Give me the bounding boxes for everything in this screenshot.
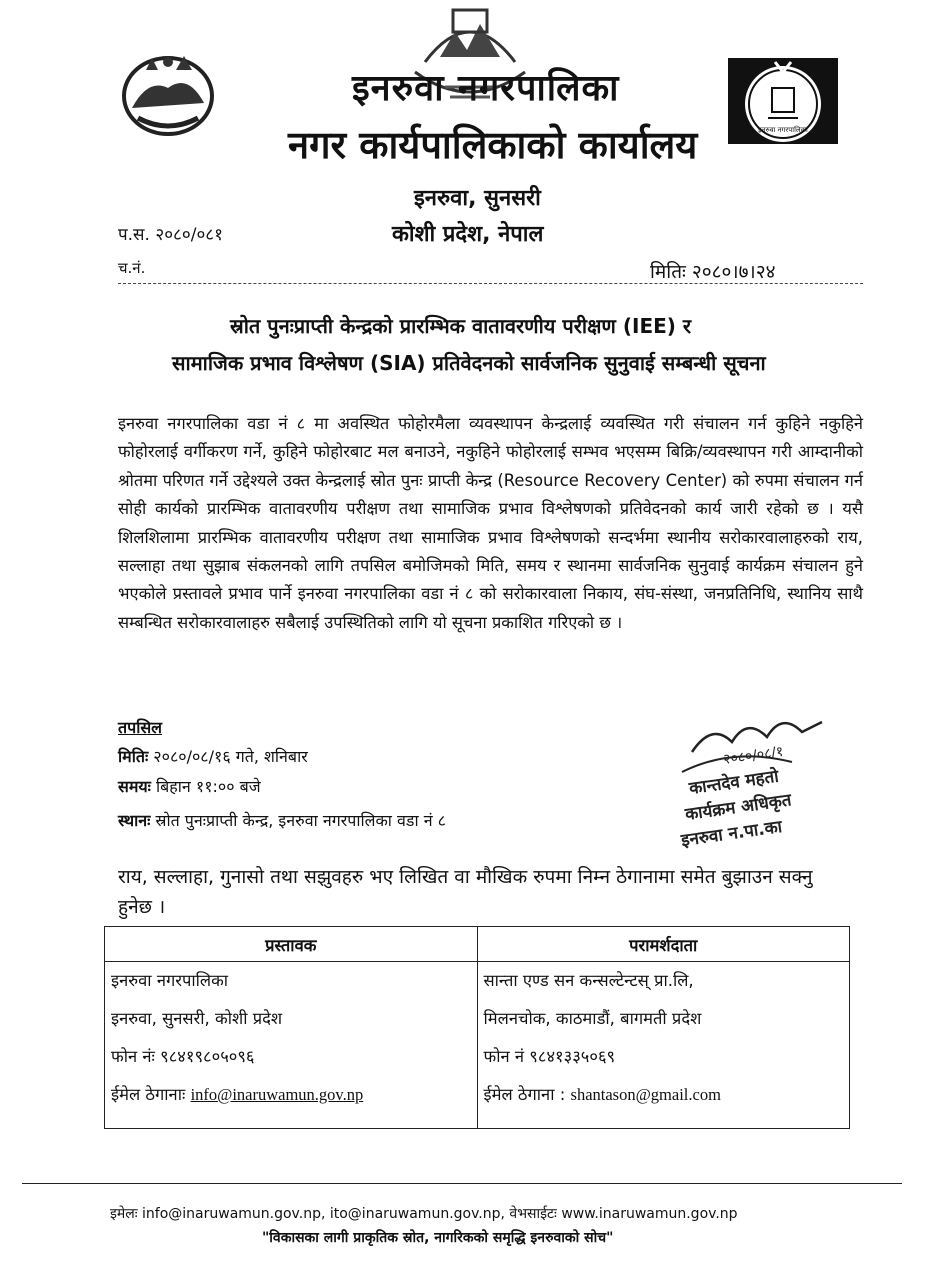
- contact-table: [104, 926, 850, 1129]
- schedule-place: [118, 809, 446, 831]
- municipality-seal-logo-icon: [728, 58, 838, 144]
- municipality-name: इनरुवा नगरपालिका: [352, 68, 620, 109]
- proposer-name: इनरुवा नगरपालिका: [111, 971, 229, 990]
- signature: [672, 712, 850, 852]
- office-location: इनरुवा, सुनसरी: [414, 186, 541, 211]
- footer-divider: [22, 1183, 902, 1184]
- consultant-phone: फोन नं ९८४१३३५०६९: [483, 1047, 616, 1066]
- consultant-email-row: [484, 1076, 844, 1114]
- consultant-cell: [477, 962, 850, 1129]
- footer-contacts: इमेलः info@inaruwamun.gov.np, ito@inaruwamun.gov.np, वेभसाईटः www.inaruwamun.gov.np: [110, 1206, 738, 1222]
- submission-note: राय, सल्लाहा, गुनासो तथा सझुवहरु भए लिखित वा मौखिक रुपमा निम्न ठेगानामा समेत बुझाउन सक्नु हुनेछ ।: [118, 866, 813, 918]
- proposer-email-row: [111, 1076, 471, 1114]
- schedule-date-label: मितिः: [118, 747, 149, 766]
- office-name: नगर कार्यपालिकाको कार्यालय: [288, 123, 698, 167]
- office-province: कोशी प्रदेश, नेपाल: [392, 222, 544, 247]
- proposer-cell: [105, 962, 478, 1129]
- schedule-time-label: समयः: [118, 777, 151, 796]
- schedule-time: [118, 775, 261, 797]
- consultant-header: परामर्शदाता: [477, 927, 850, 962]
- notice-body: इनरुवा नगरपालिका वडा नं ८ मा अवस्थित फोहोरमैला व्यवस्थापन केन्द्रलाई व्यवस्थित गरी संचालन गर्न कुहिने नकुहिने फोहोरलाई वर्गीकरण गर्ने, कुहिने फोहोरबाट मल बनाउने, नकुहिने फोहोरलाई सम्भव भएसम्म बिक्रि/व्यवस्थापन गरी आम्दानीको श्रोतमा परिणत गर्ने उद्देश्यले उक्त केन्द्रलाई स्रोत पुनः प्राप्ती केन्द्र (Resource Recovery Center) को रुपमा संचालन गर्न सोही कार्यको प्रारम्भिक वातावरणीय परीक्षण तथा सामाजिक प्रभाव विश्लेषणको प्रतिवेदनको कार्य जारी रहेको छ । यसै शिलशिलामा प्रारम्भिक वातावरणीय परीक्षण तथा सामाजिक प्रभाव विश्लेषणको सन्दर्भमा स्थानीय सरोकारवालाहरुको राय, सल्लाहा तथा सुझाब संकलनको लागि तपसिल बमोजिमको मिति, समय र स्थानमा सार्वजनिक सुनुवाई कार्यक्रम संचालन हुने भएकोले प्रस्तावले प्रभाव पार्ने इनरुवा नगरपालिका वडा नं ८ को सरोकारवाला निकाय, संघ-संस्था, जनप्रतिनिधि, स्थानिय साथै सम्बन्धित सरोकारवालाहरु सबैलाई उपस्थितिको लागि यो सूचना प्रकाशित गरिएको छ ।: [118, 414, 863, 632]
- consultant-address: मिलनचोक, काठमाडौं, बागमती प्रदेश: [483, 1009, 702, 1028]
- notice-title-line1: स्रोत पुनःप्राप्ती केन्द्रको प्रारम्भिक वातावरणीय परीक्षण (IEE) र: [230, 314, 692, 338]
- proposer-email-label: ईमेल ठेगानाः: [111, 1085, 191, 1104]
- svg-text:२०८०/०८/१: २०८०/०८/१: [722, 743, 785, 768]
- schedule-date: [118, 745, 308, 767]
- svg-text:कान्तदेव महतो: कान्तदेव महतो: [687, 766, 780, 799]
- svg-text:कार्यक्रम अधिकृत: कार्यक्रम अधिकृत: [683, 790, 793, 825]
- proposer-email-link[interactable]: info@inaruwamun.gov.np: [190, 1085, 364, 1104]
- reference-number: प.स. २०८०/०८१: [118, 225, 223, 245]
- proposer-address: इनरुवा, सुनसरी, कोशी प्रदेश: [111, 1009, 283, 1028]
- schedule-time-value: बिहान ११:०० बजे: [150, 777, 261, 796]
- consultant-email-label: ईमेल ठेगाना :: [483, 1085, 571, 1104]
- consultant-name: सान्ता एण्ड सन कन्सल्टेन्टस् प्रा.लि,: [483, 971, 694, 990]
- schedule-place-value: स्रोत पुनःप्राप्ती केन्द्र, इनरुवा नगरपालिका वडा नं ८: [150, 811, 447, 830]
- schedule-place-label: स्थानः: [118, 811, 151, 830]
- proposer-phone: फोन नंः ९८४१९८०५०९६: [111, 1047, 255, 1066]
- proposer-header: प्रस्तावक: [105, 927, 478, 962]
- notice-title-line2: सामाजिक प्रभाव विश्लेषण (SIA) प्रतिवेदनको सार्वजनिक सुनुवाई सम्बन्धी सूचना: [172, 351, 766, 375]
- schedule-date-value: २०८०/०८/१६ गते, शनिबार: [148, 747, 308, 766]
- footer-slogan: "विकासका लागी प्राकृतिक स्रोत, नागरिकको समृद्धि इनरुवाको सोच": [262, 1230, 614, 1246]
- svg-text:इनरुवा नगरपालिका: इनरुवा नगरपालिका: [758, 126, 808, 134]
- consultant-email: shantason@gmail.com: [570, 1085, 721, 1104]
- schedule-heading: तपसिल: [118, 718, 163, 737]
- header-divider: [118, 283, 863, 284]
- svg-text:इनरुवा न.पा.का: इनरुवा न.पा.का: [679, 817, 784, 851]
- dispatch-number: च.नं.: [118, 259, 146, 277]
- letter-date: मितिः २०८०।७।२४: [650, 261, 776, 283]
- nepal-emblem-icon: [118, 48, 218, 138]
